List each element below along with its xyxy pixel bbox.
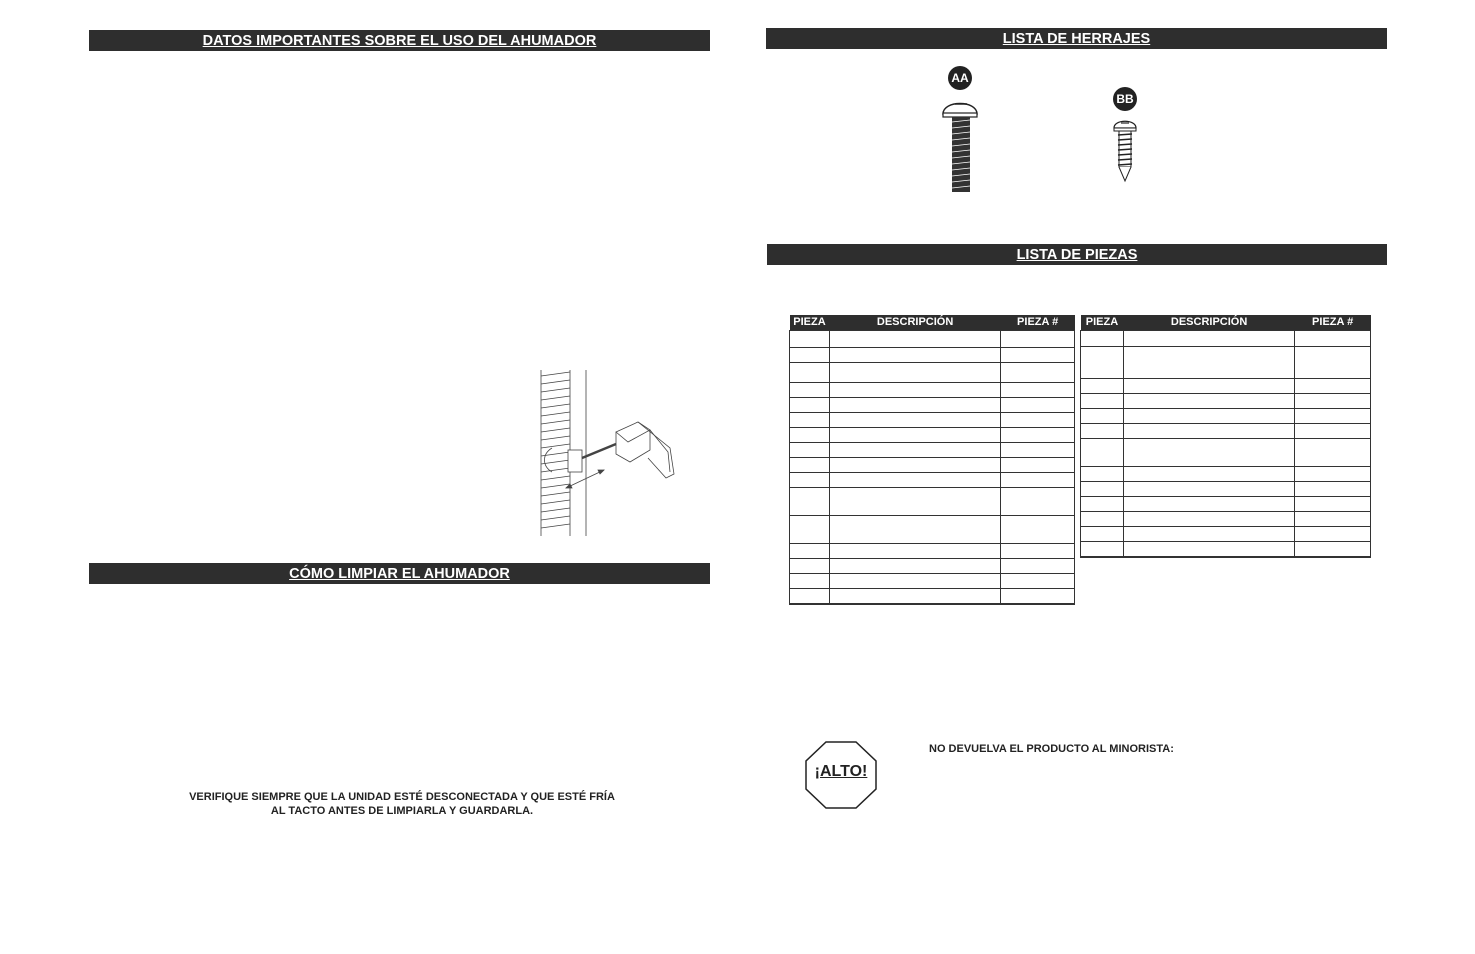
section-title-smoker-usage: DATOS IMPORTANTES SOBRE EL USO DEL AHUMADOR bbox=[89, 30, 710, 51]
table-row bbox=[790, 443, 1075, 458]
section-title-hardware-list: LISTA DE HERRAJES bbox=[766, 28, 1387, 49]
table-row bbox=[1081, 424, 1371, 439]
parts-table-left bbox=[789, 315, 1075, 605]
section-title-parts-list: LISTA DE PIEZAS bbox=[767, 244, 1387, 265]
table-row bbox=[1081, 394, 1371, 409]
table-row bbox=[1081, 497, 1371, 512]
table-row bbox=[790, 574, 1075, 589]
column-header-part: PIEZA bbox=[790, 315, 830, 331]
column-header-description: DESCRIPCIÓN bbox=[1123, 315, 1294, 331]
table-row bbox=[1081, 331, 1371, 347]
table-row bbox=[790, 348, 1075, 363]
section-title-cleaning: CÓMO LIMPIAR EL AHUMADOR bbox=[89, 563, 710, 584]
stop-sign-text: ¡ALTO! bbox=[814, 763, 868, 780]
table-header-row bbox=[790, 315, 1075, 331]
table-row bbox=[790, 428, 1075, 443]
hardware-label-aa: AA bbox=[948, 66, 972, 90]
table-row bbox=[790, 363, 1075, 383]
no-return-notice: NO DEVUELVA EL PRODUCTO AL MINORISTA: bbox=[929, 743, 1174, 755]
table-row bbox=[790, 589, 1075, 604]
table-header-row bbox=[1081, 315, 1371, 331]
column-header-part-number: PIEZA # bbox=[1295, 315, 1371, 331]
table-row bbox=[790, 398, 1075, 413]
damper-illustration bbox=[538, 370, 680, 538]
table-row bbox=[1081, 379, 1371, 394]
warning-line-2: AL TACTO ANTES DE LIMPIARLA Y GUARDARLA. bbox=[270, 805, 534, 817]
table-row bbox=[1081, 542, 1371, 557]
table-row bbox=[790, 458, 1075, 473]
parts-table-right bbox=[1080, 315, 1371, 558]
screw-icon bbox=[1112, 119, 1138, 183]
table-row bbox=[790, 544, 1075, 559]
table-row bbox=[1081, 439, 1371, 467]
table-row bbox=[790, 383, 1075, 398]
table-row bbox=[1081, 409, 1371, 424]
table-row bbox=[790, 413, 1075, 428]
column-header-description: DESCRIPCIÓN bbox=[829, 315, 1000, 331]
table-row bbox=[790, 516, 1075, 544]
hardware-label-bb: BB bbox=[1113, 87, 1137, 111]
table-row bbox=[1081, 467, 1371, 482]
table-row bbox=[790, 473, 1075, 488]
table-row bbox=[1081, 512, 1371, 527]
warning-line-1: VERIFIQUE SIEMPRE QUE LA UNIDAD ESTÉ DESCONECTADA Y QUE ESTÉ FRÍA bbox=[189, 791, 615, 803]
table-row bbox=[790, 331, 1075, 348]
column-header-part: PIEZA bbox=[1081, 315, 1124, 331]
table-row bbox=[1081, 482, 1371, 497]
table-row bbox=[790, 488, 1075, 516]
table-row bbox=[1081, 527, 1371, 542]
bolt-icon bbox=[940, 98, 982, 194]
column-header-part-number: PIEZA # bbox=[1001, 315, 1075, 331]
table-row bbox=[790, 559, 1075, 574]
table-row bbox=[1081, 347, 1371, 379]
